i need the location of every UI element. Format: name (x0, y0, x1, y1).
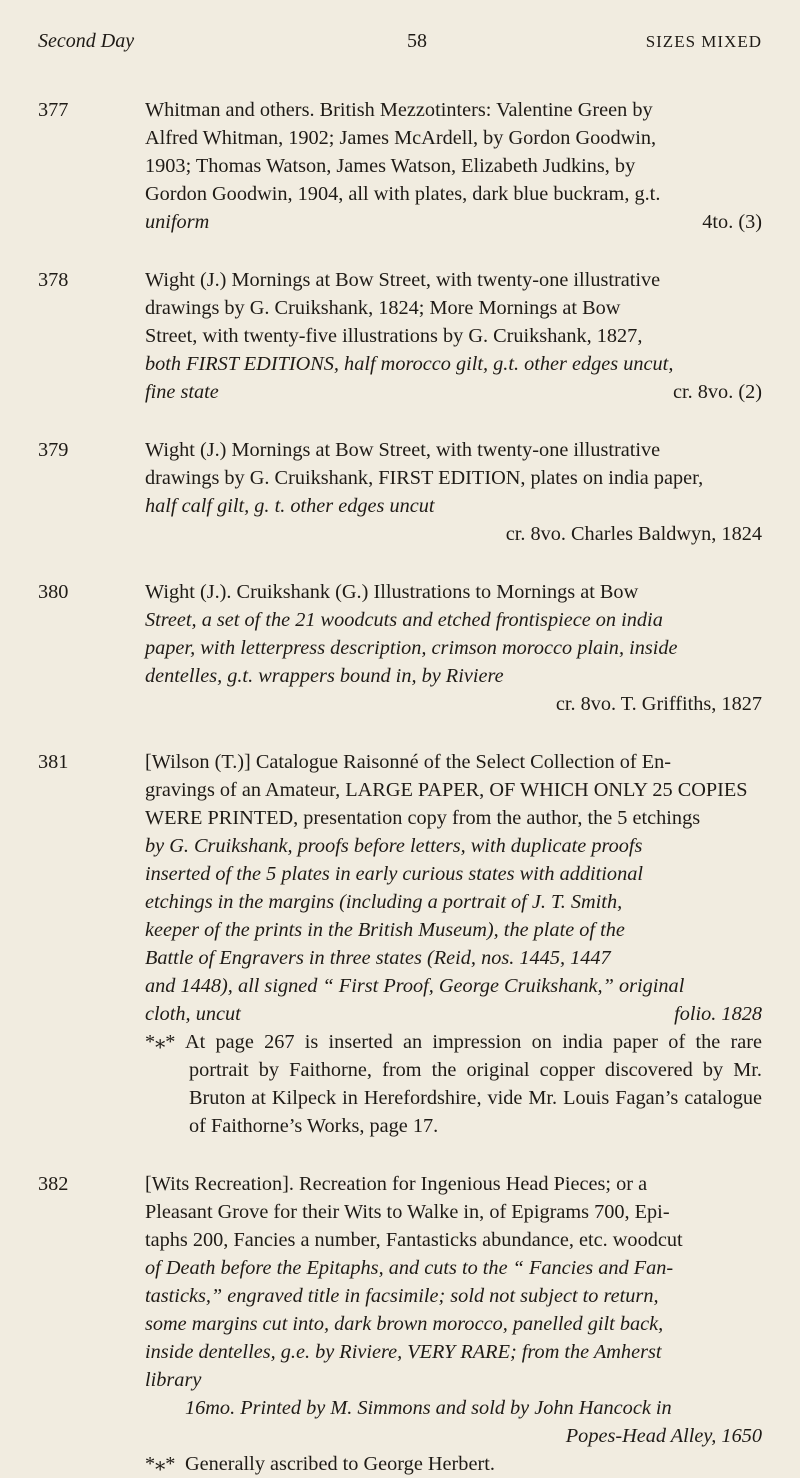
lot-line: Wight (J.). Cruikshank (G.) Illustrations to Mornings at Bow (145, 581, 639, 603)
lot-line: Wight (J.) Mornings at Bow Street, with twenty-one illustrative (145, 439, 661, 461)
lot-description (145, 1170, 762, 1478)
lot-line: Pleasant Grove for their Wits to Walke in, of Epigrams 700, Epi- (145, 1201, 670, 1223)
lot-imprint: cr. 8vo. T. Griffiths, 1827 (555, 693, 762, 715)
lot-description (145, 436, 762, 548)
lot-entry (38, 436, 762, 548)
lot-binding-note: fine state (145, 381, 219, 403)
lot-line: library (145, 1369, 202, 1391)
running-head-category: SIZES MIXED (645, 32, 762, 51)
lot-line: drawings by G. Cruikshank, FIRST EDITION, plates on india paper, (145, 467, 704, 489)
lot-line: Alfred Whitman, 1902; James McArdell, by Gordon Goodwin, (145, 127, 657, 149)
lot-binding-note: cloth, uncut (145, 1003, 241, 1025)
lot-footnote (145, 1028, 762, 1140)
footnote-text: Generally ascribed to George Herbert. (185, 1453, 495, 1475)
lot-line: WERE PRINTED, presentation copy from the author, the 5 etchings (145, 807, 701, 829)
lot-line: some margins cut into, dark brown morocco, panelled gilt back, (145, 1313, 664, 1335)
lot-line: dentelles, g.t. wrappers bound in, by Riviere (145, 665, 504, 687)
lot-line: inserted of the 5 plates in early curious states with additional (145, 863, 643, 885)
lot-binding-note: uniform (145, 211, 210, 233)
lot-line: of Death before the Epitaphs, and cuts to the “ Fancies and Fan- (145, 1257, 674, 1279)
lot-line: both FIRST EDITIONS, half morocco gilt, g.t. other edges uncut, (145, 353, 674, 375)
lot-final-line (145, 1000, 762, 1028)
lot-format: folio. 1828 (674, 1003, 762, 1025)
lot-entry (38, 96, 762, 236)
lot-line: inside dentelles, g.e. by Riviere, VERY RARE; from the Amherst (145, 1341, 662, 1363)
asterism-marker: *⁎* (145, 1453, 176, 1475)
lot-entry (38, 1170, 762, 1478)
lot-line: [Wilson (T.)] Catalogue Raisonné of the Select Collection of En- (145, 751, 671, 773)
lot-line: etchings in the margins (including a portrait of J. T. Smith, (145, 891, 623, 913)
asterism-marker: *⁎* (145, 1031, 176, 1053)
lot-number: 379 (38, 439, 69, 461)
lot-final-line (145, 378, 762, 406)
running-head-section: Second Day (38, 30, 135, 52)
lot-line: Gordon Goodwin, 1904, all with plates, dark blue buckram, g.t. (145, 183, 661, 205)
lot-description (145, 748, 762, 1140)
lot-entry (38, 266, 762, 406)
footnote-text: At page 267 is inserted an impression on india paper of the rare portrait by Faithorne, from the original copper discovered by Mr. Bruton at Kilpeck in Herefordshire, vide Mr. Louis Fagan’s catalogue of Faithorne’s Works, page 17. (185, 1031, 762, 1137)
lot-description (145, 266, 762, 406)
lot-description (145, 96, 762, 236)
lot-footnote (145, 1450, 762, 1478)
lot-number: 377 (38, 99, 69, 121)
lot-list (38, 96, 762, 1478)
lot-entry (38, 748, 762, 1140)
lot-line: [Wits Recreation]. Recreation for Ingenious Head Pieces; or a (145, 1173, 648, 1195)
lot-line: tasticks,” engraved title in facsimile; sold not subject to return, (145, 1285, 659, 1307)
lot-line: Battle of Engravers in three states (Reid, nos. 1445, 1447 (145, 947, 611, 969)
lot-imprint: cr. 8vo. Charles Baldwyn, 1824 (505, 523, 762, 545)
lot-line: half calf gilt, g. t. other edges uncut (145, 495, 435, 517)
running-head (38, 30, 762, 58)
lot-number: 380 (38, 581, 69, 603)
lot-number: 382 (38, 1173, 69, 1195)
lot-line: paper, with letterpress description, crimson morocco plain, inside (145, 637, 678, 659)
lot-line: gravings of an Amateur, LARGE PAPER, OF WHICH ONLY 25 COPIES (145, 779, 748, 801)
lot-line: Whitman and others. British Mezzotinters: Valentine Green by (145, 99, 653, 121)
lot-line: drawings by G. Cruikshank, 1824; More Mornings at Bow (145, 297, 621, 319)
lot-entry (38, 578, 762, 718)
lot-line: 1903; Thomas Watson, James Watson, Elizabeth Judkins, by (145, 155, 636, 177)
lot-imprint: 16mo. Printed by M. Simmons and sold by John Hancock in (185, 1397, 672, 1419)
lot-number: 381 (38, 751, 69, 773)
lot-line: keeper of the prints in the British Museum), the plate of the (145, 919, 625, 941)
lot-imprint-continued: Popes-Head Alley, 1650 (565, 1425, 762, 1447)
lot-line: Street, with twenty-five illustrations by G. Cruikshank, 1827, (145, 325, 643, 347)
lot-line: Street, a set of the 21 woodcuts and etched frontispiece on india (145, 609, 663, 631)
page-number: 58 (407, 30, 427, 52)
lot-line: taphs 200, Fancies a number, Fantasticks abundance, etc. woodcut (145, 1229, 683, 1251)
lot-number: 378 (38, 269, 69, 291)
lot-final-line (145, 208, 762, 236)
lot-line: and 1448), all signed “ First Proof, George Cruikshank,” original (145, 975, 685, 997)
lot-format: 4to. (3) (702, 211, 762, 233)
lot-line: by G. Cruikshank, proofs before letters, with duplicate proofs (145, 835, 643, 857)
lot-description (145, 578, 762, 718)
lot-line: Wight (J.) Mornings at Bow Street, with twenty-one illustrative (145, 269, 661, 291)
lot-format: cr. 8vo. (2) (673, 381, 762, 403)
